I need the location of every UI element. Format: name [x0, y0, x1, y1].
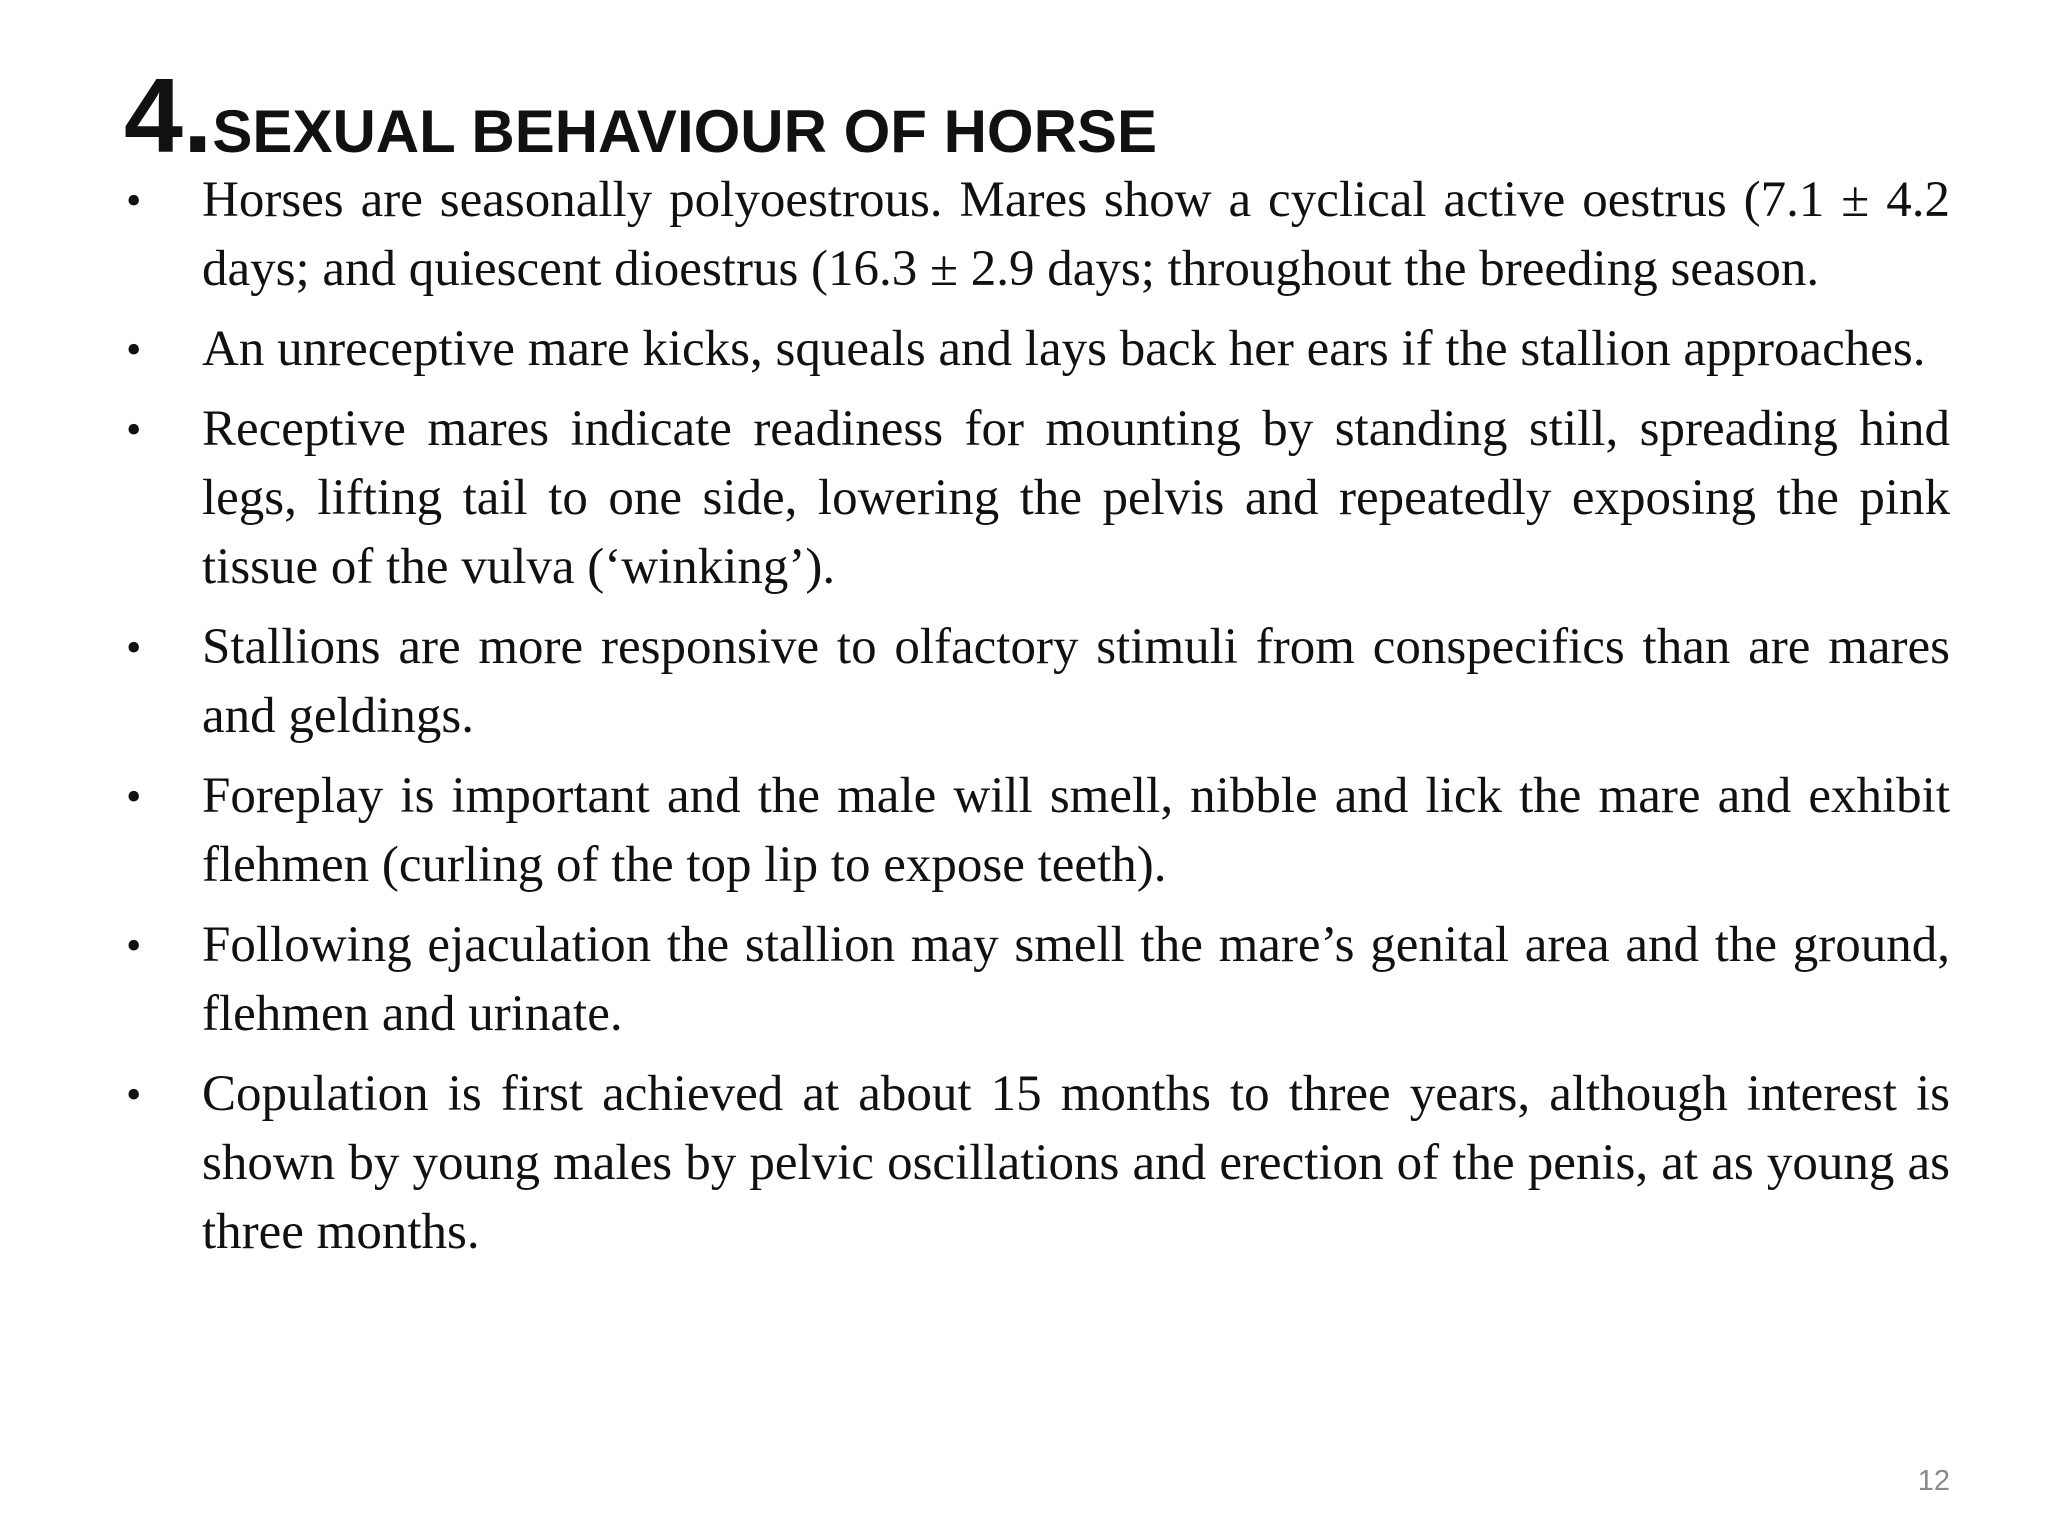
bullet-text: Horses are seasonally polyoestrous. Mares show a cyclical active oestrus (7.1 ± 4.2 days; and quiescent dioestrus (16.3 ± 2.9 days; throughout the breeding season. — [202, 172, 1950, 297]
bullet-item — [120, 1060, 1950, 1267]
bullet-point-icon: • — [126, 176, 142, 225]
bullet-item — [120, 911, 1950, 1049]
bullet-item — [120, 613, 1950, 751]
bullet-item — [120, 166, 1950, 304]
bullet-point-icon: • — [126, 623, 142, 672]
bullet-point-icon: • — [126, 1070, 142, 1119]
page-number: 12 — [1917, 1465, 1950, 1497]
bullet-item — [120, 395, 1950, 602]
title-text: SEXUAL BEHAVIOUR OF HORSE — [212, 98, 1157, 165]
bullet-text: Receptive mares indicate readiness for mounting by standing still, spreading hind legs, lifting tail to one side, lowering the pelvis and repeatedly exposing the pink tissue of the vulva (‘winking’). — [202, 401, 1950, 595]
bullet-point-icon: • — [126, 405, 142, 454]
bullet-point-icon: • — [126, 772, 142, 821]
title-number: 4. — [124, 57, 213, 175]
bullet-point-icon: • — [126, 921, 142, 970]
bullet-item — [120, 315, 1950, 384]
bullet-point-icon: • — [126, 325, 142, 374]
bullet-text: Following ejaculation the stallion may smell the mare’s genital area and the ground, flehmen and urinate. — [202, 917, 1950, 1042]
bullet-text: Copulation is first achieved at about 15 months to three years, although interest is shown by young males by pelvic oscillations and erection of the penis, at as young as three months. — [202, 1066, 1950, 1260]
bullet-text: Stallions are more responsive to olfactory stimuli from conspecifics than are mares and geldings. — [202, 619, 1950, 744]
bullet-list — [120, 166, 1950, 1278]
bullet-item — [120, 762, 1950, 900]
bullet-text: An unreceptive mare kicks, squeals and lays back her ears if the stallion approaches. — [202, 321, 1926, 377]
bullet-text: Foreplay is important and the male will smell, nibble and lick the mare and exhibit flehmen (curling of the top lip to expose teeth). — [202, 768, 1950, 893]
